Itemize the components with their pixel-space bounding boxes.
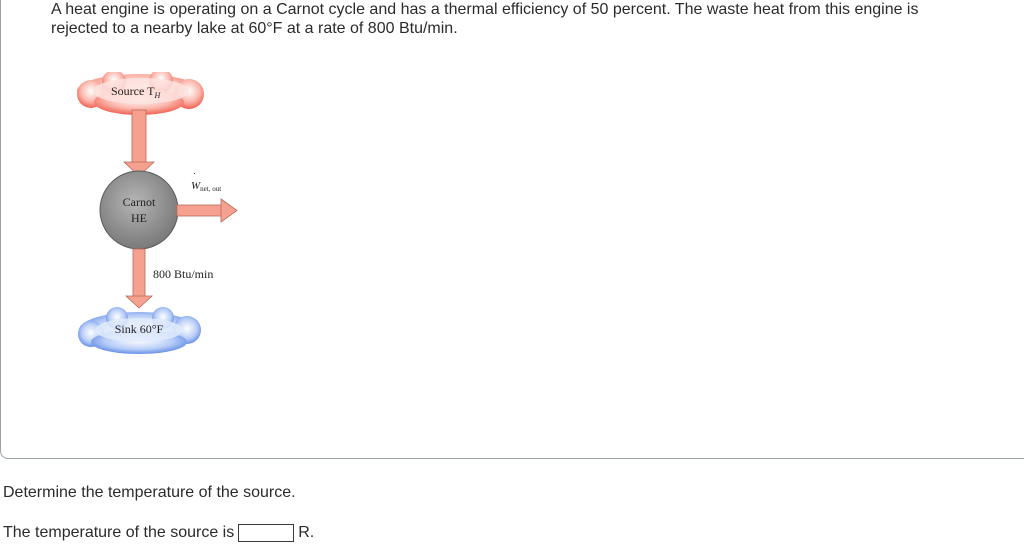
answer-prefix: The temperature of the source is: [3, 524, 235, 541]
heat-input-arrow: [124, 110, 154, 176]
answer-row: [3, 524, 314, 542]
source-temperature-input[interactable]: [238, 524, 294, 542]
sink-label: Sink 60°F: [114, 322, 164, 336]
problem-line-2: rejected to a nearby lake at 60°F at a rate of 800 Btu/min.: [51, 20, 458, 37]
problem-line-1: A heat engine is operating on a Carnot cycle and has a thermal efficiency of 50 percent. The waste heat from this engine is: [51, 1, 919, 18]
answer-unit: R.: [298, 524, 315, 541]
heat-rejected-arrow: [126, 249, 152, 308]
engine-label-line2: HE: [131, 211, 147, 225]
work-output-arrow: [177, 199, 237, 222]
source-label: Source $T_H$: [111, 84, 161, 100]
problem-statement: [51, 0, 1021, 38]
work-label: Wnet, out: [191, 180, 222, 193]
question-prompt: Determine the temperature of the source.: [3, 484, 296, 501]
heat-rejected-label: 800 Btu/min: [153, 267, 214, 281]
carnot-engine-diagram: [69, 72, 249, 362]
carnot-engine-circle: [100, 171, 178, 249]
work-dot: ·: [193, 168, 196, 178]
engine-label-line1: Carnot: [122, 195, 156, 209]
